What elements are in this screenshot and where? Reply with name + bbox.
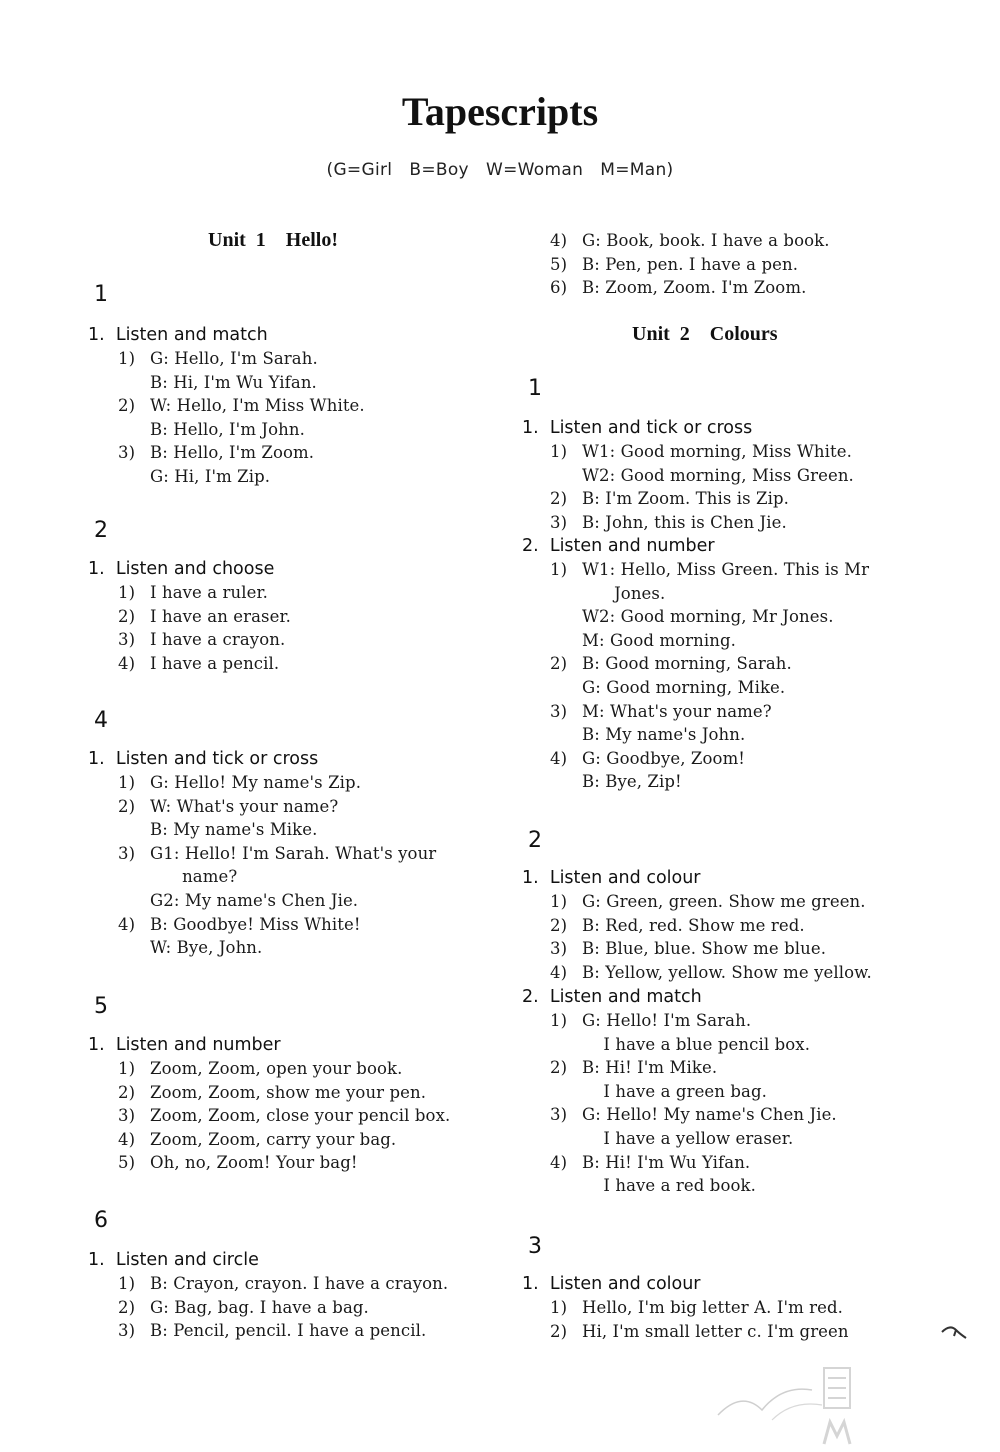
unit-2-heading: Unit 2 Colours bbox=[632, 323, 778, 345]
script-item-number: 6) bbox=[550, 278, 568, 298]
exercise-heading: 2. Listen and match bbox=[522, 987, 702, 1007]
exercise-heading: 1. Listen and colour bbox=[522, 868, 701, 888]
script-line: G: Good morning, Mike. bbox=[582, 678, 786, 697]
script-item-number: 4) bbox=[550, 962, 568, 982]
script-line: B: My name's Mike. bbox=[150, 820, 318, 840]
script-item-number: 3) bbox=[118, 1106, 136, 1126]
script-item-number: 1) bbox=[118, 349, 136, 368]
script-item-number: 2) bbox=[550, 915, 568, 935]
section-number: 5 bbox=[94, 994, 108, 1019]
script-line: W2: Good morning, Miss Green. bbox=[582, 465, 854, 485]
script-line: M: Good morning. bbox=[582, 630, 736, 650]
script-line: W1: Hello, Miss Green. This is Mr bbox=[582, 560, 870, 579]
script-item-number: 1) bbox=[118, 1059, 136, 1078]
script-item-number: 4) bbox=[118, 653, 136, 673]
script-line: Jones. bbox=[582, 583, 666, 603]
script-line: B: Blue, blue. Show me blue. bbox=[582, 939, 827, 959]
script-line: Oh, no, Zoom! Your bag! bbox=[150, 1153, 358, 1173]
unit-1-heading: Unit 1 Hello! bbox=[208, 229, 338, 251]
script-line: B: I'm Zoom. This is Zip. bbox=[582, 489, 790, 509]
watermark-logo-icon bbox=[712, 1360, 862, 1450]
script-line: Zoom, Zoom, show me your pen. bbox=[150, 1082, 427, 1102]
script-line: I have a blue pencil box. bbox=[582, 1034, 811, 1054]
script-line: G: Book, book. I have a book. bbox=[582, 231, 830, 250]
speaker-legend: (G=Girl B=Boy W=Woman M=Man) bbox=[326, 160, 674, 180]
script-item-number: 3) bbox=[118, 630, 136, 650]
script-line: W: Bye, John. bbox=[150, 938, 263, 958]
exercise-heading: 1. Listen and tick or cross bbox=[88, 749, 319, 769]
script-line: W: What's your name? bbox=[150, 796, 339, 816]
script-line: B: Hi, I'm Wu Yifan. bbox=[150, 372, 317, 392]
script-line: B: Red, red. Show me red. bbox=[582, 915, 805, 935]
section-number: 6 bbox=[94, 1208, 108, 1233]
script-line: G: Goodbye, Zoom! bbox=[582, 748, 746, 768]
script-item-number: 1) bbox=[118, 1274, 136, 1293]
script-line: W2: Good morning, Mr Jones. bbox=[582, 607, 834, 627]
script-line: B: Goodbye! Miss White! bbox=[150, 914, 361, 934]
script-item-number: 4) bbox=[550, 748, 568, 768]
script-item-number: 2) bbox=[550, 1321, 568, 1341]
script-line: I have a green bag. bbox=[582, 1081, 767, 1101]
script-line: B: Hi! I'm Mike. bbox=[582, 1058, 718, 1078]
exercise-heading: 1. Listen and match bbox=[88, 325, 268, 345]
script-item-number: 3) bbox=[118, 1321, 136, 1341]
script-line: I have a yellow eraser. bbox=[582, 1129, 794, 1148]
script-line: G: Hello! I'm Sarah. bbox=[582, 1011, 752, 1030]
script-line: G: Green, green. Show me green. bbox=[582, 892, 866, 911]
script-line: Zoom, Zoom, carry your bag. bbox=[150, 1129, 397, 1149]
script-item-number: 1) bbox=[550, 1011, 568, 1030]
section-number: 2 bbox=[94, 518, 108, 543]
script-line: Zoom, Zoom, close your pencil box. bbox=[150, 1106, 451, 1126]
exercise-heading: 1. Listen and number bbox=[88, 1035, 281, 1055]
script-line: I have a red book. bbox=[582, 1176, 756, 1196]
script-item-number: 1) bbox=[550, 1298, 568, 1317]
script-item-number: 4) bbox=[550, 1152, 568, 1172]
corner-squiggle-icon bbox=[940, 1322, 970, 1342]
script-item-number: 3) bbox=[118, 443, 136, 463]
script-line: M: What's your name? bbox=[582, 701, 772, 721]
script-line: B: John, this is Chen Jie. bbox=[582, 512, 787, 532]
script-line: I have a ruler. bbox=[150, 583, 269, 602]
script-line: B: Hi! I'm Wu Yifan. bbox=[582, 1152, 751, 1172]
script-item-number: 5) bbox=[550, 254, 568, 274]
script-line: B: Yellow, yellow. Show me yellow. bbox=[582, 962, 872, 982]
script-line: G: Hi, I'm Zip. bbox=[150, 467, 271, 486]
script-item-number: 2) bbox=[118, 1297, 136, 1317]
script-line: G: Hello! My name's Zip. bbox=[150, 773, 362, 792]
script-item-number: 4) bbox=[118, 914, 136, 934]
script-item-number: 3) bbox=[550, 1105, 568, 1125]
script-item-number: 4) bbox=[118, 1129, 136, 1149]
script-line: G: Hello! My name's Chen Jie. bbox=[582, 1105, 837, 1125]
script-item-number: 1) bbox=[550, 442, 568, 461]
script-item-number: 2) bbox=[550, 489, 568, 509]
script-line: B: Bye, Zip! bbox=[582, 772, 682, 792]
page-title: Tapescripts bbox=[401, 89, 599, 134]
script-item-number: 3) bbox=[118, 843, 136, 863]
script-line: B: Pencil, pencil. I have a pencil. bbox=[150, 1321, 427, 1341]
script-line: Hi, I'm small letter c. I'm green bbox=[582, 1321, 849, 1341]
script-line: B: Zoom, Zoom. I'm Zoom. bbox=[582, 278, 807, 298]
script-line: B: Good morning, Sarah. bbox=[582, 654, 792, 674]
script-line: B: Hello, I'm Zoom. bbox=[150, 443, 315, 463]
script-line: I have a crayon. bbox=[150, 630, 286, 650]
script-item-number: 1) bbox=[118, 773, 136, 792]
script-item-number: 2) bbox=[118, 396, 136, 416]
exercise-heading: 1. Listen and tick or cross bbox=[522, 418, 753, 438]
script-line: name? bbox=[150, 867, 238, 887]
exercise-heading: 1. Listen and colour bbox=[522, 1274, 701, 1294]
script-line: G1: Hello! I'm Sarah. What's your bbox=[150, 843, 437, 863]
script-line: G2: My name's Chen Jie. bbox=[150, 891, 359, 910]
script-item-number: 1) bbox=[550, 892, 568, 911]
script-line: Zoom, Zoom, open your book. bbox=[150, 1059, 403, 1078]
script-item-number: 2) bbox=[118, 606, 136, 626]
script-line: G: Bag, bag. I have a bag. bbox=[150, 1297, 369, 1317]
script-line: B: Hello, I'm John. bbox=[150, 419, 305, 439]
section-number: 1 bbox=[94, 282, 108, 307]
script-item-number: 1) bbox=[118, 583, 136, 602]
script-item-number: 2) bbox=[550, 1058, 568, 1078]
exercise-heading: 1. Listen and circle bbox=[88, 1250, 259, 1270]
script-item-number: 2) bbox=[550, 654, 568, 674]
script-line: I have a pencil. bbox=[150, 653, 280, 673]
script-line: W: Hello, I'm Miss White. bbox=[150, 396, 365, 416]
script-item-number: 2) bbox=[118, 1082, 136, 1102]
script-item-number: 3) bbox=[550, 512, 568, 532]
section-number: 2 bbox=[528, 828, 542, 853]
script-line: W1: Good morning, Miss White. bbox=[582, 442, 852, 461]
section-number: 1 bbox=[528, 376, 542, 401]
script-item-number: 2) bbox=[118, 796, 136, 816]
section-number: 4 bbox=[94, 708, 108, 733]
script-line: B: My name's John. bbox=[582, 725, 746, 745]
script-item-number: 5) bbox=[118, 1153, 136, 1173]
script-item-number: 1) bbox=[550, 560, 568, 579]
section-number: 3 bbox=[528, 1234, 542, 1259]
script-line: G: Hello, I'm Sarah. bbox=[150, 349, 318, 368]
script-item-number: 3) bbox=[550, 939, 568, 959]
exercise-heading: 1. Listen and choose bbox=[88, 559, 275, 579]
script-line: B: Pen, pen. I have a pen. bbox=[582, 254, 799, 274]
script-item-number: 4) bbox=[550, 231, 568, 250]
script-line: I have an eraser. bbox=[150, 606, 292, 626]
exercise-heading: 2. Listen and number bbox=[522, 536, 715, 556]
script-line: B: Crayon, crayon. I have a crayon. bbox=[150, 1274, 449, 1293]
script-line: Hello, I'm big letter A. I'm red. bbox=[582, 1298, 844, 1317]
script-item-number: 3) bbox=[550, 701, 568, 721]
